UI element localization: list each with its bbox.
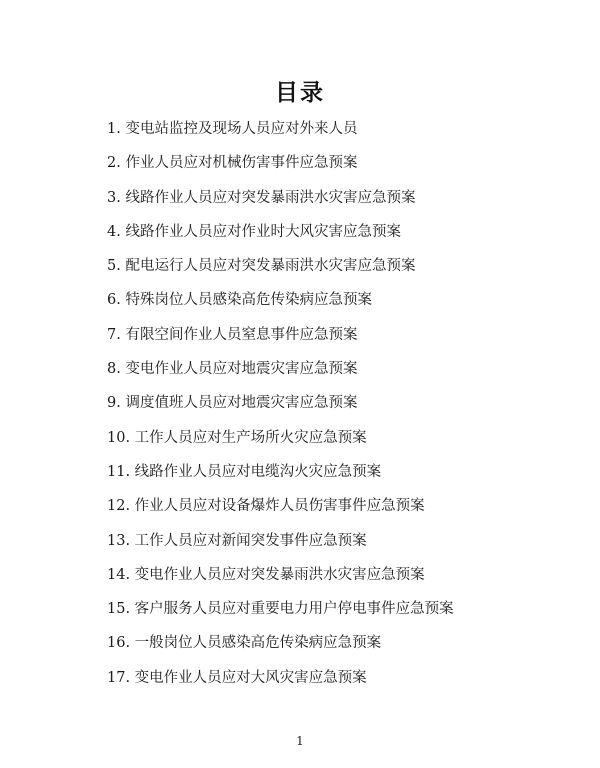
- toc-entry: 10. 工作人员应对生产场所火灾应急预案: [107, 429, 367, 446]
- page-number: 1: [296, 734, 304, 748]
- toc-entry: 13. 工作人员应对新闻突发事件应急预案: [107, 532, 367, 549]
- toc-entry: 15. 客户服务人员应对重要电力用户停电事件应急预案: [107, 601, 454, 618]
- toc-entry: 3. 线路作业人员应对突发暴雨洪水灾害应急预案: [107, 189, 416, 206]
- toc-entry: 14. 变电作业人员应对突发暴雨洪水灾害应急预案: [107, 566, 425, 583]
- toc-entry: 8. 变电作业人员应对地震灾害应急预案: [107, 361, 358, 378]
- page-title: 目录: [275, 80, 325, 106]
- toc-entry: 16. 一般岗位人员感染高危传染病应急预案: [107, 635, 382, 652]
- toc-entry: 1. 变电站监控及现场人员应对外来人员: [107, 121, 358, 137]
- table-of-contents: [107, 118, 454, 701]
- toc-entry: 12. 作业人员应对设备爆炸人员伤害事件应急预案: [107, 498, 425, 515]
- toc-entry: 2. 作业人员应对机械伤害事件应急预案: [107, 155, 358, 172]
- toc-entry: 7. 有限空间作业人员窒息事件应急预案: [107, 326, 358, 343]
- toc-entry: 17. 变电作业人员应对大风灾害应急预案: [107, 669, 367, 686]
- toc-entry: 4. 线路作业人员应对作业时大风灾害应急预案: [107, 223, 401, 240]
- toc-entry: 9. 调度值班人员应对地震灾害应急预案: [107, 395, 358, 412]
- toc-entry: 11. 线路作业人员应对电缆沟火灾应急预案: [107, 463, 382, 480]
- toc-entry: 6. 特殊岗位人员感染高危传染病应急预案: [107, 292, 372, 309]
- toc-entry: 5. 配电运行人员应对突发暴雨洪水灾害应急预案: [107, 258, 416, 275]
